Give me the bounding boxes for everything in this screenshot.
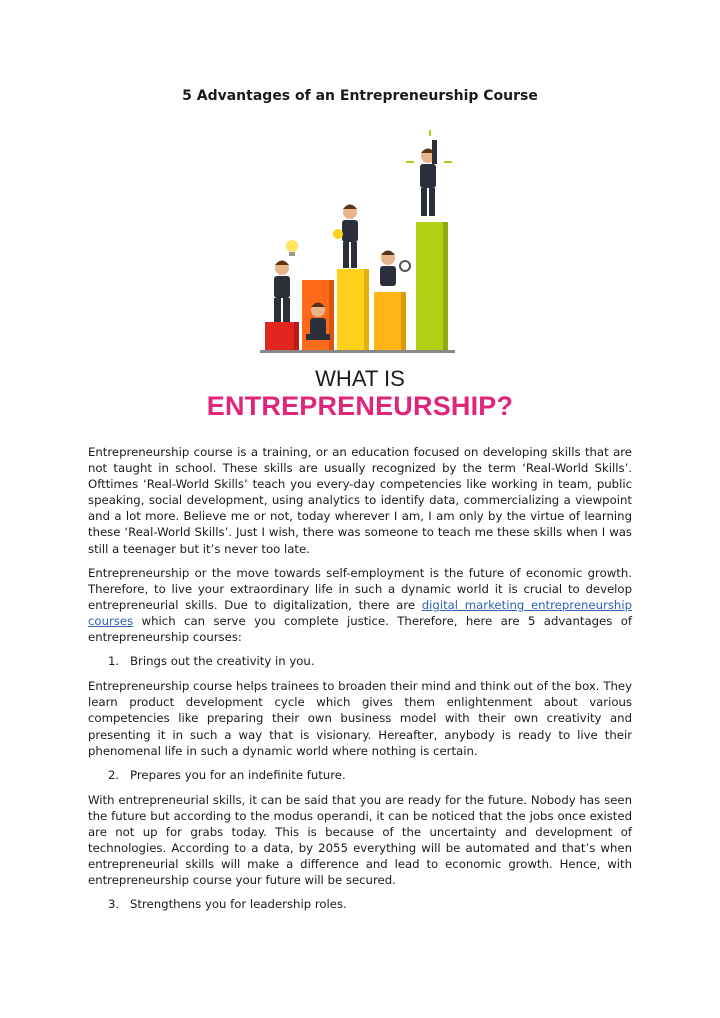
- page-title: 5 Advantages of an Entrepreneurship Course: [182, 88, 538, 104]
- paragraph-3: Entrepreneurship course helps trainees to broaden their mind and think out of the box. They learn product development cycle which gives them enlightenment about various competencies like preparing their own business model with their own creativity and presenting it in such a way that is visionary. Hereafter, anybody is ready to live their phenomenal life in such a dynamic world where nothing is certain.: [88, 679, 632, 758]
- list-item: [88, 896, 632, 912]
- list-text: Strengthens you for leadership roles.: [130, 897, 347, 912]
- businessman-rising-figure: [333, 205, 358, 269]
- businessman-thinking-figure: [274, 240, 298, 322]
- list-text: Prepares you for an indefinite future.: [130, 767, 346, 782]
- list-text: Brings out the creativity in you.: [130, 654, 315, 669]
- banner-line-2: ENTREPRENEURSHIP?: [206, 391, 514, 421]
- article-body: [88, 444, 632, 921]
- chart-baseline: [260, 350, 455, 353]
- course-link[interactable]: digital marketing entrepreneurship courses: [88, 597, 632, 628]
- list-number: 2.: [108, 767, 120, 782]
- paragraph-1: Entrepreneurship course is a training, or an education focused on developing skills that are not taught in school. These skills are usually recognized by the term ‘Real-World Skills’. Ofttimes ‘Real-World Skills’ teach you every-day competencies like working in team, public speaking, social development, using analytics to identify data, commercializing a viewpoint and a lot more. Believe me or not, today wherever I am, I am only by the virtue of learning these ‘Real-World Skills’. Just I wish, there was someone to teach me these skills when I was still a teenager but it’s never too late.: [88, 445, 632, 556]
- list-number: 3.: [108, 897, 120, 912]
- paragraph-2: [88, 565, 632, 645]
- businessman-searching-figure: [380, 251, 410, 287]
- list-item: [88, 767, 632, 783]
- list-item: [88, 653, 632, 669]
- paragraph-2-after: which can serve you complete justice. Therefore, here are 5 advantages of entrepreneurship courses:: [88, 613, 632, 645]
- paragraph-4: With entrepreneurial skills, it can be said that you are ready for the future. Nobody has seen the future but according to the modus operandi, it can be noticed that the jobs once existed are not up for grabs today. This is because of the uncertainty and development of technologies. According to a data, by 2055 everything will be automated and that’s when entrepreneurial skills will make a difference and lead to economic growth. Hence, with entrepreneurship course your future will be secured.: [88, 792, 632, 888]
- banner-line-1: WHAT IS: [315, 366, 405, 391]
- businessman-celebrating-figure: [406, 130, 452, 216]
- bar-red: [265, 322, 299, 350]
- list-number: 1.: [108, 654, 120, 669]
- paragraph-2-before: Entrepreneurship or the move towards self-employment is the future of economic growth. Therefore, to live your extraordinary life in such a dynamic world it is crucial to develop entrepreneurial skills. Due to digitalization, there are: [88, 565, 632, 612]
